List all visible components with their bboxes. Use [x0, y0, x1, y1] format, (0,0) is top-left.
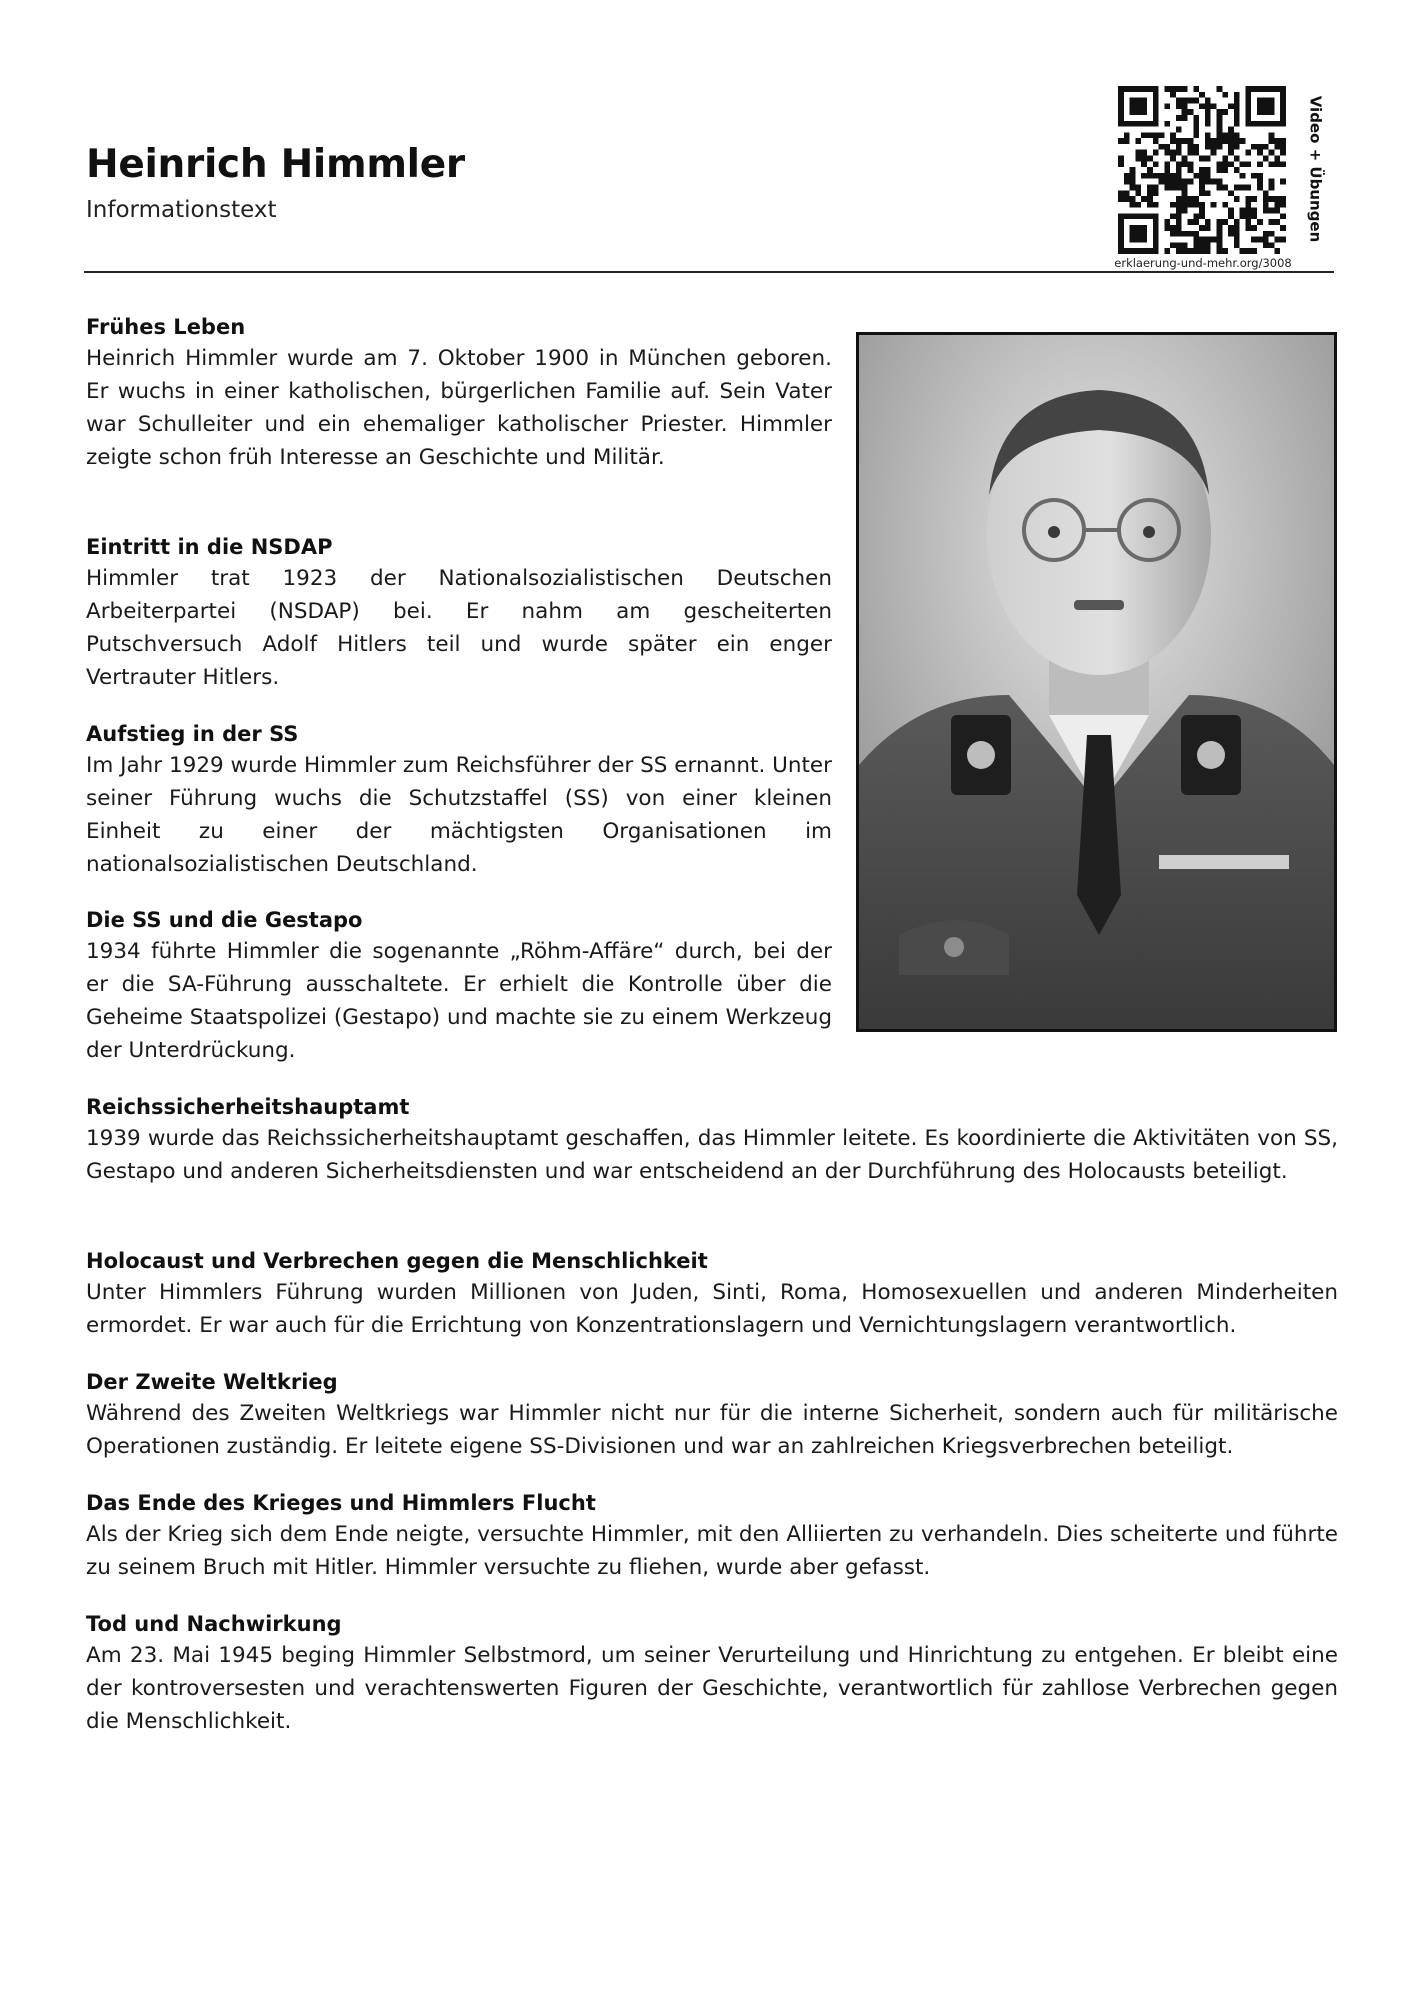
qr-code-icon[interactable] — [1118, 86, 1286, 254]
section-heading: Die SS und die Gestapo — [86, 908, 363, 932]
portrait-photo-icon — [859, 335, 1334, 1029]
section-aufstieg-ss — [86, 719, 832, 881]
section-heading: Aufstieg in der SS — [86, 722, 299, 746]
section-heading: Frühes Leben — [86, 315, 246, 339]
section-reichssicherheitshauptamt — [86, 1092, 1338, 1188]
section-heading: Eintritt in die NSDAP — [86, 535, 333, 559]
section-text: Als der Krieg sich dem Ende neigte, versuchte Himmler, mit den Alliierten zu verhandeln. Dies scheiterte und führte zu seinem Bruch mit Hitler. Himmler versuchte zu fliehen, wurde aber gefasst. — [86, 1522, 1338, 1580]
section-ss-gestapo — [86, 905, 832, 1067]
section-heading: Der Zweite Weltkrieg — [86, 1370, 338, 1394]
qr-side-label — [1302, 88, 1328, 250]
section-text: Heinrich Himmler wurde am 7. Oktober 1900 in München geboren. Er wuchs in einer katholischen, bürgerlichen Familie auf. Sein Vater war Schulleiter und ein ehemaliger katholischer Priester. Himmler zeigte schon früh Interesse an Geschichte und Militär. — [86, 346, 832, 470]
section-zweite-weltkrieg — [86, 1367, 1338, 1463]
qr-block — [1112, 86, 1332, 272]
section-holocaust — [86, 1246, 1338, 1342]
section-text: Am 23. Mai 1945 beging Himmler Selbstmord, um seiner Verurteilung und Hinrichtung zu entgehen. Er bleibt eine der kontroversesten und verachtenswerten Figuren der Geschichte, verantwortlich für zahllose Verbrechen gegen die Menschlichkeit. — [86, 1643, 1338, 1734]
qr-url: erklaerung-und-mehr.org/3008 — [1114, 256, 1292, 270]
portrait-photo — [856, 332, 1337, 1032]
section-text: Im Jahr 1929 wurde Himmler zum Reichsführer der SS ernannt. Unter seiner Führung wuchs die Schutzstaffel (SS) von einer kleinen Einheit zu einer der mächtigsten Organisationen im nationalsozialistischen Deutschland. — [86, 753, 832, 877]
section-text: 1934 führte Himmler die sogenannte „Röhm-Affäre“ durch, bei der er die SA-Führung ausschaltete. Er erhielt die Kontrolle über die Geheime Staatspolizei (Gestapo) und machte sie zu einem Werkzeug der Unterdrückung. — [86, 939, 832, 1063]
section-ende-krieges — [86, 1488, 1338, 1584]
section-text: Während des Zweiten Weltkriegs war Himmler nicht nur für die interne Sicherheit, sondern auch für militärische Operationen zuständig. Er leitete eigene SS-Divisionen und war an zahlreichen Kriegsverbrechen beteiligt. — [86, 1401, 1338, 1459]
section-heading: Das Ende des Krieges und Himmlers Flucht — [86, 1491, 596, 1515]
section-heading: Tod und Nachwirkung — [86, 1612, 342, 1636]
page-subtitle: Informationstext — [86, 197, 277, 223]
header-divider — [84, 271, 1334, 273]
section-eintritt-nsdap — [86, 532, 832, 694]
page-title: Heinrich Himmler — [86, 142, 465, 187]
qr-side-label-text: Video + Übungen — [1306, 95, 1324, 243]
section-heading: Holocaust und Verbrechen gegen die Menschlichkeit — [86, 1249, 708, 1273]
section-tod-nachwirkung — [86, 1609, 1338, 1738]
section-text: Himmler trat 1923 der Nationalsozialistischen Deutschen Arbeiterpartei (NSDAP) bei. Er nahm am gescheiterten Putschversuch Adolf Hitlers teil und wurde später ein enger Vertrauter Hitlers. — [86, 566, 832, 690]
section-text: 1939 wurde das Reichssicherheitshauptamt geschaffen, das Himmler leitete. Es koordinierte die Aktivitäten von SS, Gestapo und anderen Sicherheitsdiensten und war entscheidend an der Durchführung des Holocausts beteiligt. — [86, 1126, 1338, 1184]
document-header — [86, 142, 465, 223]
section-fruehes-leben — [86, 312, 832, 474]
section-heading: Reichssicherheitshauptamt — [86, 1095, 410, 1119]
section-text: Unter Himmlers Führung wurden Millionen von Juden, Sinti, Roma, Homosexuellen und anderen Minderheiten ermordet. Er war auch für die Errichtung von Konzentrationslagern und Vernichtungslagern verantwortlich. — [86, 1280, 1338, 1338]
